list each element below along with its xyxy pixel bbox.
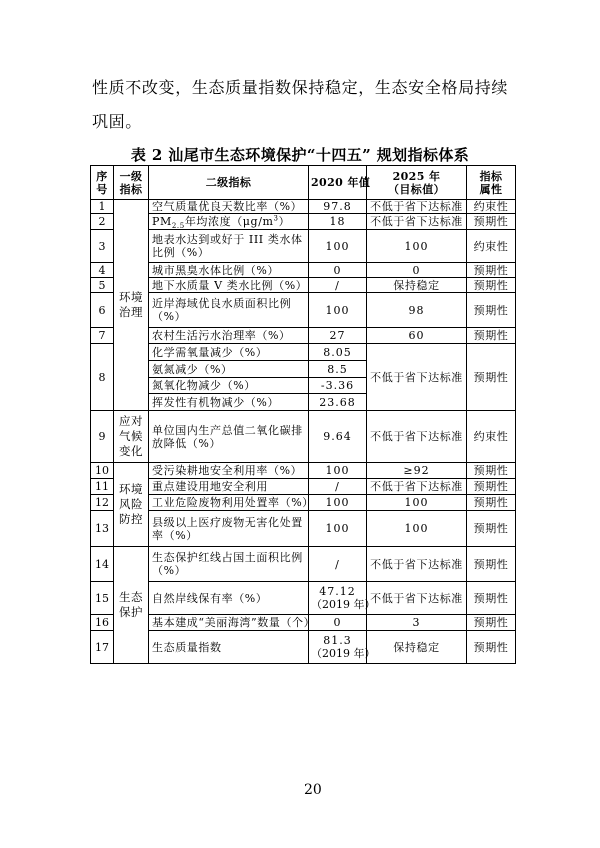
category-text-line: 环境 <box>119 290 143 304</box>
cell-text-line: 100 <box>325 522 350 535</box>
superscript-text: 3 <box>273 214 279 223</box>
table-row <box>91 479 516 495</box>
table-row <box>91 495 516 511</box>
cell-serial-number: 15 <box>91 582 114 615</box>
cell-2020-value <box>309 293 367 328</box>
cell-indicator-name: 氨氮减少（%） <box>149 361 309 378</box>
category-text-line: 保护 <box>119 605 143 619</box>
cell-indicator-name <box>149 411 309 463</box>
cell-indicator-name <box>149 479 309 495</box>
cell-2025-target: 不低于省下达标准 <box>367 547 467 582</box>
cell-2025-target: 不低于省下达标准 <box>367 214 467 230</box>
cell-text-line: 地下水质量 V 类水比例（%） <box>152 278 308 292</box>
cell-text-line: 放降低（%） <box>152 436 222 450</box>
header-text-line: 指标 <box>119 182 143 196</box>
cell-indicator-type: 预期性 <box>467 511 516 547</box>
cell-text-line: 81.3 <box>323 634 352 647</box>
cell-text-part: 年均浓度（μg/m <box>184 215 274 228</box>
cell-text-line: 重点建设用地安全利用 <box>152 480 268 493</box>
cell-text-line: （2019 年） <box>311 647 376 660</box>
table-row <box>91 344 516 361</box>
category-text-line: 防控 <box>119 512 143 526</box>
cell-indicator-type: 约束性 <box>467 230 516 263</box>
table-row <box>91 631 516 664</box>
cell-2025-target: 100 <box>367 230 467 263</box>
cell-text-line: 18 <box>329 215 346 228</box>
cell-2020-value <box>309 511 367 547</box>
cell-text-line: / <box>335 480 340 493</box>
cell-2025-target: 100 <box>367 495 467 511</box>
cell-text-part: ） <box>278 215 291 228</box>
cell-text-line: （2019 年） <box>311 598 376 611</box>
cell-serial-number: 14 <box>91 547 114 582</box>
table-row <box>91 278 516 293</box>
cell-text-line: 100 <box>325 239 350 253</box>
cell-indicator-name: 挥发性有机物减少（%） <box>149 394 309 411</box>
cell-2025-target: 3 <box>367 615 467 631</box>
cell-indicator-name <box>149 200 309 214</box>
header-text-line: （目标值） <box>388 182 445 196</box>
cell-text-line: 100 <box>325 464 350 477</box>
cell-indicator-name <box>149 263 309 278</box>
cell-2020-value <box>309 328 367 344</box>
cell-serial-number: 6 <box>91 293 114 328</box>
cell-text-line: 27 <box>329 329 346 342</box>
cell-text-line: / <box>335 278 340 292</box>
cell-text-line: 97.8 <box>323 200 352 213</box>
cell-2020-value <box>309 200 367 214</box>
cell-indicator-type: 预期性 <box>467 582 516 615</box>
cell-2020-value <box>309 263 367 278</box>
table-row <box>91 328 516 344</box>
cell-2025-target: 不低于省下达标准 <box>367 344 467 411</box>
cell-serial-number: 12 <box>91 495 114 511</box>
table-title: 表 2 汕尾市生态环境保护“十四五” 规划指标体系 <box>130 146 470 164</box>
cell-text-line: 单位国内生产总值二氧化碳排 <box>152 423 303 437</box>
cell-2020-value <box>309 411 367 463</box>
subscript-text: 2.5 <box>171 222 185 231</box>
cell-indicator-name <box>149 214 309 230</box>
header-level1-indicator <box>114 166 149 200</box>
cell-indicator-type: 预期性 <box>467 278 516 293</box>
cell-indicator-type: 预期性 <box>467 547 516 582</box>
cell-indicator-name <box>149 328 309 344</box>
cell-indicator-name <box>149 631 309 664</box>
cell-text-part: PM <box>152 215 172 228</box>
cell-indicator-name <box>149 293 309 328</box>
cell-2025-target: 不低于省下达标准 <box>367 200 467 214</box>
cell-text-line: 比例（%） <box>152 246 210 259</box>
cell-serial-number: 11 <box>91 479 114 495</box>
cell-serial-number: 7 <box>91 328 114 344</box>
cell-2020-value: 8.5 <box>309 361 367 378</box>
cell-serial-number: 2 <box>91 214 114 230</box>
category-text-line: 生态 <box>119 590 143 604</box>
cell-2020-value <box>309 631 376 664</box>
cell-text-line: 生态保护红线占国土面积比例 <box>152 551 303 564</box>
cell-indicator-type: 预期性 <box>467 214 516 230</box>
cell-2020-value: -3.36 <box>309 378 367 394</box>
cell-serial-number: 13 <box>91 511 114 547</box>
category-text-line: 应对 <box>119 414 143 428</box>
cell-2025-target: 60 <box>367 328 467 344</box>
indicator-table <box>90 165 516 664</box>
cell-2020-value <box>309 547 367 582</box>
header-serial-number <box>91 166 114 200</box>
cell-text-line: 率（%） <box>152 528 198 542</box>
cell-2025-target: ≥92 <box>367 463 467 479</box>
category-text-line: 气候 <box>119 429 143 443</box>
table-row <box>91 200 516 214</box>
header-text-line: 一级 <box>119 169 143 183</box>
cell-2025-target: 100 <box>367 511 467 547</box>
cell-2025-target: 不低于省下达标准 <box>367 411 467 463</box>
cell-indicator-name <box>149 615 316 631</box>
category-text-line: 变化 <box>119 444 143 458</box>
cell-text-line: 地表水达到或好于 III 类水体 <box>152 233 303 246</box>
cell-2025-target: 不低于省下达标准 <box>367 582 467 615</box>
cell-2020-value <box>309 582 376 615</box>
cell-indicator-type: 预期性 <box>467 479 516 495</box>
header-level2-indicator: 二级指标 <box>149 166 309 200</box>
header-text-line: 属性 <box>479 182 503 196</box>
cell-indicator-name <box>149 511 309 547</box>
table-row <box>91 547 516 582</box>
cell-indicator-name <box>149 278 309 293</box>
cell-serial-number: 3 <box>91 230 114 263</box>
cell-indicator-name <box>149 547 309 582</box>
cell-text-line: （%） <box>152 564 187 577</box>
cell-serial-number: 4 <box>91 263 114 278</box>
cell-indicator-type: 预期性 <box>467 463 516 479</box>
cell-indicator-type: 约束性 <box>467 411 516 463</box>
header-text-line: 号 <box>96 182 108 196</box>
cell-text-line: 100 <box>325 496 350 509</box>
cell-indicator-name <box>149 463 309 479</box>
cell-indicator-name <box>149 582 309 615</box>
cell-text-line: 0 <box>333 263 342 277</box>
cell-indicator-type: 预期性 <box>467 615 516 631</box>
cell-text-line: 47.12 <box>319 585 356 598</box>
cell-text-line: 100 <box>325 303 350 317</box>
cell-level1-category <box>114 411 149 463</box>
cell-text-line: 工业危险废物利用处置率（%） <box>152 496 314 509</box>
cell-text-line: 县级以上医疗废物无害化处置 <box>152 515 303 529</box>
header-2020-value: 2020 年值 <box>309 166 367 200</box>
cell-2020-value <box>309 278 367 293</box>
table-row <box>91 411 516 463</box>
table-row <box>91 615 516 631</box>
cell-indicator-type: 约束性 <box>467 200 516 214</box>
cell-2020-value <box>309 230 367 263</box>
table-row <box>91 214 516 230</box>
cell-text-line: 近岸海域优良水质面积比例 <box>152 297 292 310</box>
cell-serial-number: 10 <box>91 463 114 479</box>
cell-2020-value <box>309 479 367 495</box>
cell-indicator-type: 预期性 <box>467 495 516 511</box>
cell-text-line: 空气质量优良天数比率（%） <box>152 200 303 213</box>
cell-text-line: 农村生活污水治理率（%） <box>152 329 291 342</box>
cell-2025-target: 保持稳定 <box>367 278 467 293</box>
table-header-row <box>91 166 516 200</box>
table-row <box>91 230 516 263</box>
cell-indicator-type: 预期性 <box>467 293 516 328</box>
cell-indicator-name <box>149 230 309 263</box>
page-number: 20 <box>304 782 322 798</box>
cell-text-line: 自然岸线保有率（%） <box>152 591 268 605</box>
cell-2025-target: 保持稳定 <box>367 631 467 664</box>
category-text-line: 风险 <box>119 497 143 511</box>
cell-indicator-name <box>149 495 314 511</box>
cell-indicator-type: 预期性 <box>467 344 516 411</box>
cell-indicator-name: 氮氧化物减少（%） <box>149 378 309 394</box>
cell-serial-number: 5 <box>91 278 114 293</box>
table-row <box>91 463 516 479</box>
cell-2020-value: 8.05 <box>309 344 367 361</box>
table-row <box>91 293 516 328</box>
cell-serial-number: 9 <box>91 411 114 463</box>
cell-indicator-type: 预期性 <box>467 263 516 278</box>
cell-indicator-type: 预期性 <box>467 328 516 344</box>
header-text-line: 指标 <box>479 169 503 183</box>
cell-text-line: 9.64 <box>323 430 352 443</box>
cell-level1-category <box>114 547 149 664</box>
category-text-line: 治理 <box>119 305 143 319</box>
cell-2020-value <box>309 463 367 479</box>
cell-2025-target: 0 <box>367 263 467 278</box>
cell-text-line: 生态质量指数 <box>152 640 222 654</box>
header-2025-target <box>367 166 467 200</box>
header-indicator-type <box>467 166 516 200</box>
cell-2020-value <box>309 615 367 631</box>
cell-text-line: 受污染耕地安全利用率（%） <box>152 464 303 477</box>
cell-text-line: / <box>335 557 340 571</box>
cell-serial-number: 16 <box>91 615 114 631</box>
cell-2020-value <box>309 495 367 511</box>
cell-2020-value <box>309 214 367 230</box>
table-row <box>91 263 516 278</box>
cell-serial-number: 17 <box>91 631 114 664</box>
table-row <box>91 582 516 615</box>
cell-2025-target: 不低于省下达标准 <box>367 479 467 495</box>
header-text-line: 2025 年 <box>392 169 441 183</box>
cell-indicator-name: 化学需氧量减少（%） <box>149 344 309 361</box>
cell-text-line: 城市黑臭水体比例（%） <box>152 263 280 277</box>
cell-serial-number: 1 <box>91 200 114 214</box>
body-text-line: 性质不改变，生态质量指数保持稳定，生态安全格局持续 <box>92 78 509 97</box>
cell-indicator-type: 预期性 <box>467 631 516 664</box>
cell-2020-value: 23.68 <box>309 394 367 411</box>
cell-2025-target: 98 <box>367 293 467 328</box>
header-text-line: 序 <box>96 169 108 183</box>
category-text-line: 环境 <box>119 482 143 496</box>
cell-text-line: 基本建成“美丽海湾”数量（个） <box>152 616 316 629</box>
cell-level1-category <box>114 463 149 547</box>
cell-text-line: 0 <box>333 616 342 629</box>
cell-text-line: （%） <box>152 310 187 323</box>
cell-serial-number: 8 <box>91 344 114 411</box>
cell-level1-category <box>114 200 149 411</box>
table-row <box>91 511 516 547</box>
body-text-line: 巩固。 <box>92 112 142 131</box>
